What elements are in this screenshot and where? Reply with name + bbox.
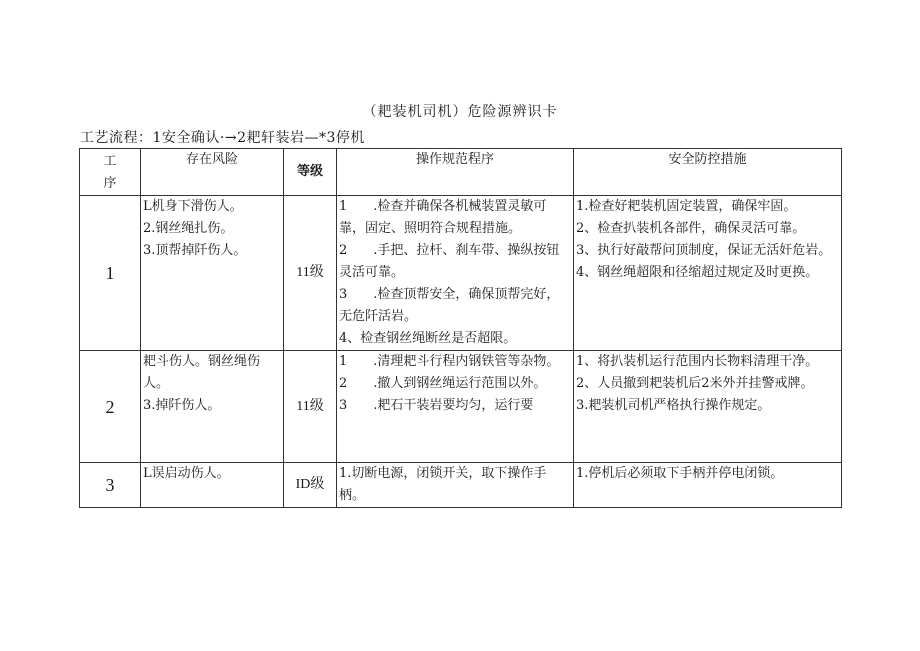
row-risks <box>141 351 284 463</box>
safety-item: 1.检查好耙装机固定装置，确保牢固。 <box>576 199 797 214</box>
header-procedure <box>80 149 141 196</box>
row-procedure: 1 <box>80 196 141 351</box>
table-row <box>80 351 842 463</box>
row-operations <box>337 196 574 351</box>
header-procedure-line2: 序 <box>103 176 117 191</box>
safety-item: 3.耙装机司机严格执行操作规定。 <box>576 398 771 413</box>
risk-item: 3.顶帮掉阡伤人。 <box>143 243 247 258</box>
row-operations <box>337 351 574 463</box>
row-grade: ID级 <box>284 463 337 508</box>
safety-item: 1.停机后必须取下手柄并停电闭锁。 <box>576 466 784 481</box>
operation-item: 1 .清理耙斗行程内钢铁管等杂物。 <box>339 354 560 369</box>
header-row <box>80 149 842 196</box>
hazard-table <box>79 148 842 508</box>
row-procedure: 2 <box>80 351 141 463</box>
table-row <box>80 196 842 351</box>
risk-item: L误启动伤人。 <box>143 466 230 481</box>
operation-item: 3 .耙石干装岩要均匀，运行要 <box>339 398 534 413</box>
safety-item: 2、检查扒装机各部件，确保灵活可靠。 <box>576 221 806 236</box>
header-operation: 操作规范程序 <box>337 149 574 196</box>
row-grade: 11级 <box>284 351 337 463</box>
row-risks <box>141 196 284 351</box>
safety-item: 4、钢丝绳超限和径缩超过规定及时更换。 <box>576 265 819 280</box>
operation-item: 1.切断电源，闭锁开关，取下操作手柄。 <box>339 466 547 503</box>
safety-item: 2、人员撤到耙装机后2米外并挂警戒牌。 <box>576 376 814 391</box>
header-safety: 安全防控措施 <box>574 149 842 196</box>
operation-item: 4、检查钢丝绳断丝是否超限。 <box>339 331 517 346</box>
operation-item: 2 .手把、拉杆、刹车带、操纵按钮灵活可靠。 <box>339 243 560 280</box>
process-flow: 工艺流程：1安全确认·→2耙轩装岩—*3停机 <box>80 130 365 146</box>
card-title: （耙装机司机）危险源辨识卡 <box>362 104 558 120</box>
risk-item: L机身下滑伤人。 <box>143 199 243 214</box>
risk-item: 耙斗伤人。钢丝绳伤人。 <box>143 354 261 391</box>
risk-item: 2.钢丝绳扎伤。 <box>143 221 234 236</box>
row-procedure: 3 <box>80 463 141 508</box>
row-safety <box>574 463 842 508</box>
operation-item: 1 .检查并确保各机械装置灵敏可靠，固定、照明符合规程措施。 <box>339 199 547 236</box>
row-operations <box>337 463 574 508</box>
row-grade: 11级 <box>284 196 337 351</box>
row-safety <box>574 351 842 463</box>
header-risk: 存在风险 <box>141 149 284 196</box>
safety-item: 1、将扒装机运行范围内长物料清理干净。 <box>576 354 819 369</box>
row-risks <box>141 463 284 508</box>
safety-item: 3、执行好敲帮问顶制度，保证无活奸危岩。 <box>576 243 832 258</box>
operation-item: 3 .检查顶帮安全，确保顶帮完好，无危阡活岩。 <box>339 287 560 324</box>
table-row <box>80 463 842 508</box>
row-safety <box>574 196 842 351</box>
header-procedure-line1: 工 <box>103 154 117 169</box>
operation-item: 2 .撤人到钢丝绳运行范围以外。 <box>339 376 547 391</box>
risk-item: 3.掉阡伤人。 <box>143 398 221 413</box>
header-grade: 等级 <box>284 149 337 196</box>
